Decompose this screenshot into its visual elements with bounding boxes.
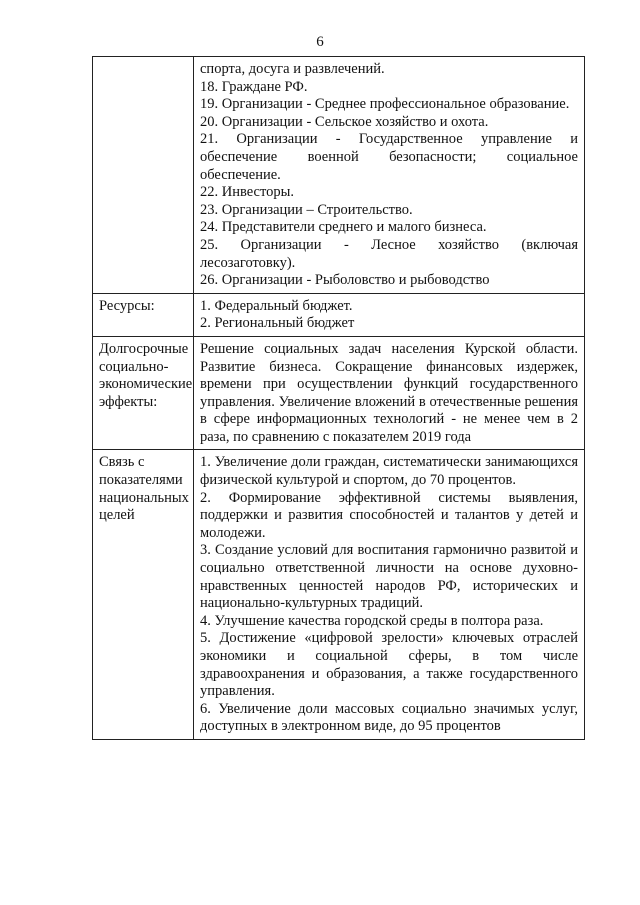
- row-label-national-goals: Связь с показателями национальных целей: [93, 450, 194, 740]
- list-item: 6. Увеличение доли массовых социально значимых услуг, доступных в электронном виде, до 95 процентов: [200, 700, 578, 735]
- row-label-resources: Ресурсы:: [93, 293, 194, 336]
- page-number: 6: [316, 34, 324, 50]
- list-item: 24. Представители среднего и малого бизнеса.: [200, 219, 487, 236]
- row-content-national-goals: [194, 450, 585, 740]
- list-item: 5. Достижение «цифровой зрелости» ключевых отраслей экономики и социальной сферы, в том числе здравоохранения и образования, а также государственного управления.: [200, 630, 578, 700]
- list-item: 2. Региональный бюджет: [200, 315, 355, 332]
- list-item: 23. Организации – Строительство.: [200, 201, 413, 218]
- passport-table: [92, 56, 585, 740]
- row-content-resources: [194, 293, 585, 336]
- list-item: 21. Организации - Государственное управление и обеспечение военной безопасности; социальное обеспечение.: [200, 131, 578, 183]
- list-item: 18. Граждане РФ.: [200, 78, 308, 95]
- table-row-national-goals: [93, 450, 585, 740]
- row-label-target-groups: [93, 57, 194, 294]
- list-item: 4. Улучшение качества городской среды в полтора раза.: [200, 612, 544, 629]
- table-row-long-term-effects: [93, 336, 585, 450]
- list-item: 22. Инвесторы.: [200, 184, 294, 201]
- row-label-long-term-effects: Долгосрочные социально-экономические эффекты:: [93, 336, 194, 450]
- list-item: 3. Создание условий для воспитания гармонично развитой и социально ответственной личности на основе духовно-нравственных ценностей народов РФ, исторических и национально-культурных традиций.: [200, 542, 578, 612]
- list-item: 1. Федеральный бюджет.: [200, 297, 353, 314]
- table-row-target-groups: [93, 57, 585, 294]
- list-item: 26. Организации - Рыболовство и рыбоводство: [200, 272, 490, 289]
- list-item: 19. Организации - Среднее профессиональное образование.: [200, 96, 570, 113]
- row-content-target-groups: [194, 57, 585, 294]
- list-item: Решение социальных задач населения Курской области. Развитие бизнеса. Сокращение финансовых издержек, времени при осуществлении функций государственного управления. Увеличение вложений в отечественные решения в сфере информационных технологий - не менее чем в 2 раза, по сравнению с показателем 2019 года: [200, 340, 578, 445]
- list-item: 1. Увеличение доли граждан, систематически занимающихся физической культурой и спортом, до 70 процентов.: [200, 454, 578, 489]
- table-row-resources: [93, 293, 585, 336]
- row-content-long-term-effects: [194, 336, 585, 450]
- list-item: спорта, досуга и развлечений.: [200, 61, 385, 77]
- list-item: 25. Организации - Лесное хозяйство (включая лесозаготовку).: [200, 236, 578, 271]
- list-item: 2. Формирование эффективной системы выявления, поддержки и развития способностей и талантов у детей и молодежи.: [200, 489, 578, 541]
- list-item: 20. Организации - Сельское хозяйство и охота.: [200, 113, 489, 130]
